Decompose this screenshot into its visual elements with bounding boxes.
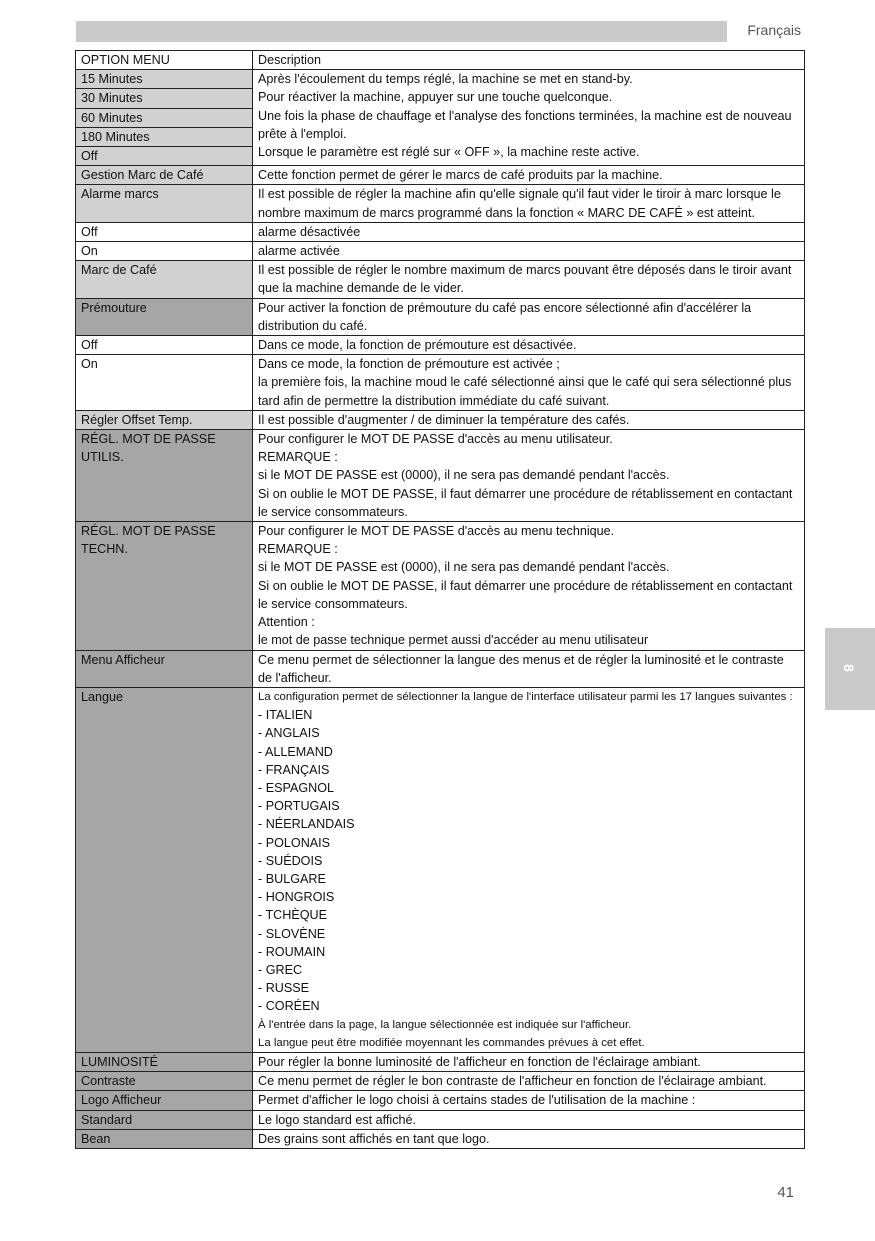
description-line: Le logo standard est affiché. [258,1112,416,1127]
description-line: À l'entrée dans la page, la langue sélectionnée est indiquée sur l'afficheur. [258,1018,632,1031]
table-row [76,650,805,687]
option-cell: 30 Minutes [76,89,253,108]
option-menu-table [75,50,805,1149]
language-item: - ITALIEN [258,708,313,723]
description-cell [253,242,805,261]
option-cell: Contraste [76,1072,253,1091]
description-cell [253,166,805,185]
description-cell [253,1072,805,1091]
option-cell: Gestion Marc de Café [76,166,253,185]
description-line: La configuration permet de sélectionner la langue de l'interface utilisateur parmi les 17 langues suivantes : [258,690,793,703]
table-row [76,185,805,222]
chapter-tab-label: 8 [841,664,857,672]
language-item: - SLOVÈNE [258,926,326,941]
description-cell [253,687,805,1052]
description-line: Ce menu permet de sélectionner la langue des menus et de régler la luminosité et le contraste de l'afficheur. [258,652,784,685]
option-cell: Régler Offset Temp. [76,410,253,429]
description-line: Cette fonction permet de gérer le marcs de café produits par la machine. [258,168,663,183]
table-row [76,522,805,650]
language-item: - ALLEMAND [258,744,333,759]
option-cell: Menu Afficheur [76,650,253,687]
description-line: Il est possible de régler la machine afin qu'elle signale qu'il faut vider le tiroir à marc lorsque le nombre maximum de marcs programmé dans la fonction « MARC DE CAFÉ » est atteint. [258,187,781,220]
description-cell [253,298,805,335]
table-row [76,242,805,261]
description-line: alarme activée [258,244,340,259]
description-line: Lorsque le paramètre est réglé sur « OFF », la machine reste active. [258,145,640,160]
description-line: Si on oublie le MOT DE PASSE, il faut démarrer une procédure de rétablissement en contactant le service consommateurs. [258,578,793,611]
table-row [76,1091,805,1110]
option-cell: Logo Afficheur [76,1091,253,1110]
description-cell [253,522,805,650]
description-line: Attention : [258,615,315,630]
option-cell: On [76,355,253,411]
description-line: Il est possible d'augmenter / de diminuer la température des cafés. [258,412,630,427]
description-line: Dans ce mode, la fonction de prémouture est désactivée. [258,338,577,353]
description-cell [253,1052,805,1071]
description-cell [253,410,805,429]
language-item: - PORTUGAIS [258,799,340,814]
description-cell [253,261,805,298]
description-cell [253,650,805,687]
table-row [76,70,805,89]
language-item: - ROUMAIN [258,944,326,959]
option-cell: Off [76,336,253,355]
language-item: - GREC [258,962,303,977]
description-line: Après l'écoulement du temps réglé, la machine se met en stand-by. [258,72,633,87]
description-line: si le MOT DE PASSE est (0000), il ne sera pas demandé pendant l'accès. [258,468,670,483]
table-row [76,261,805,298]
description-cell [253,70,805,166]
description-line: Une fois la phase de chauffage et l'analyse des fonctions terminées, la machine est de nouveau prête à l'emploi. [258,108,792,141]
table-row [76,1129,805,1148]
table-row [76,298,805,335]
description-line: Des grains sont affichés en tant que logo. [258,1131,490,1146]
option-cell: RÉGL. MOT DE PASSE TECHN. [76,522,253,650]
language-item: - RUSSE [258,981,310,996]
description-line: Pour réactiver la machine, appuyer sur une touche quelconque. [258,90,613,105]
language-item: - HONGROIS [258,890,335,905]
description-line: alarme désactivée [258,224,361,239]
language-item: - CORÉEN [258,999,320,1014]
option-cell: LUMINOSITÉ [76,1052,253,1071]
description-line: Il est possible de régler le nombre maximum de marcs pouvant être déposés dans le tiroir avant que la machine demande de le vider. [258,263,792,296]
description-line: Permet d'afficher le logo choisi à certains stades de l'utilisation de la machine : [258,1093,696,1108]
language-item: - ANGLAIS [258,726,320,741]
description-line: si le MOT DE PASSE est (0000), il ne sera pas demandé pendant l'accès. [258,560,670,575]
description-cell [253,336,805,355]
description-line: REMARQUE : [258,450,338,465]
option-cell: 15 Minutes [76,70,253,89]
option-cell: Langue [76,687,253,1052]
description-line: Pour activer la fonction de prémouture du café pas encore sélectionné afin d'accélérer la distribution du café. [258,300,752,333]
language-item: - TCHÈQUE [258,908,328,923]
description-line: Si on oublie le MOT DE PASSE, il faut démarrer une procédure de rétablissement en contactant le service consommateurs. [258,486,793,519]
page-number: 41 [777,1184,794,1201]
chapter-tab [825,628,875,710]
table-row [76,336,805,355]
table-row [76,222,805,241]
description-line: la première fois, la machine moud le café sélectionné ainsi que le café qui sera sélectionné plus tard afin de permettre la distribution immédiate du café suivant. [258,375,792,408]
header-language: Français [747,22,801,38]
description-cell [253,430,805,522]
description-cell [253,355,805,411]
language-item: - BULGARE [258,871,326,886]
description-cell [253,1129,805,1148]
language-item: - SUÉDOIS [258,853,323,868]
table-row [76,410,805,429]
table-row [76,1052,805,1071]
description-line: Dans ce mode, la fonction de prémouture est activée ; [258,357,560,372]
language-item: - ESPAGNOL [258,780,335,795]
language-item: - POLONAIS [258,835,331,850]
table-row [76,1072,805,1091]
option-cell: Marc de Café [76,261,253,298]
description-line: REMARQUE : [258,542,338,557]
option-cell: 60 Minutes [76,108,253,127]
option-cell: Prémouture [76,298,253,335]
description-line: La langue peut être modifiée moyennant les commandes prévues à cet effet. [258,1036,645,1049]
description-line: Pour régler la bonne luminosité de l'afficheur en fonction de l'éclairage ambiant. [258,1054,701,1069]
option-cell: On [76,242,253,261]
table-header-row [76,51,805,70]
description-line: Pour configurer le MOT DE PASSE d'accès au menu technique. [258,524,615,539]
table-row-langue [76,687,805,1052]
header-option: OPTION MENU [76,51,253,70]
description-cell [253,1091,805,1110]
option-menu-table-body [76,51,805,1149]
option-cell: Bean [76,1129,253,1148]
description-cell [253,222,805,241]
header-bar [76,21,727,42]
description-line: le mot de passe technique permet aussi d'accéder au menu utilisateur [258,633,649,648]
description-cell [253,185,805,222]
option-cell: Off [76,222,253,241]
option-cell: 180 Minutes [76,127,253,146]
description-line: Pour configurer le MOT DE PASSE d'accès au menu utilisateur. [258,432,613,447]
description-line: Ce menu permet de régler le bon contraste de l'afficheur en fonction de l'éclairage ambiant. [258,1074,767,1089]
table-row [76,430,805,522]
header-description: Description [253,51,805,70]
table-row [76,1110,805,1129]
table-row [76,355,805,411]
description-cell [253,1110,805,1129]
table-row [76,166,805,185]
option-cell: RÉGL. MOT DE PASSE UTILIS. [76,430,253,522]
language-item: - NÉERLANDAIS [258,817,355,832]
language-item: - FRANÇAIS [258,762,330,777]
option-cell: Standard [76,1110,253,1129]
option-cell: Alarme marcs [76,185,253,222]
option-cell: Off [76,147,253,166]
